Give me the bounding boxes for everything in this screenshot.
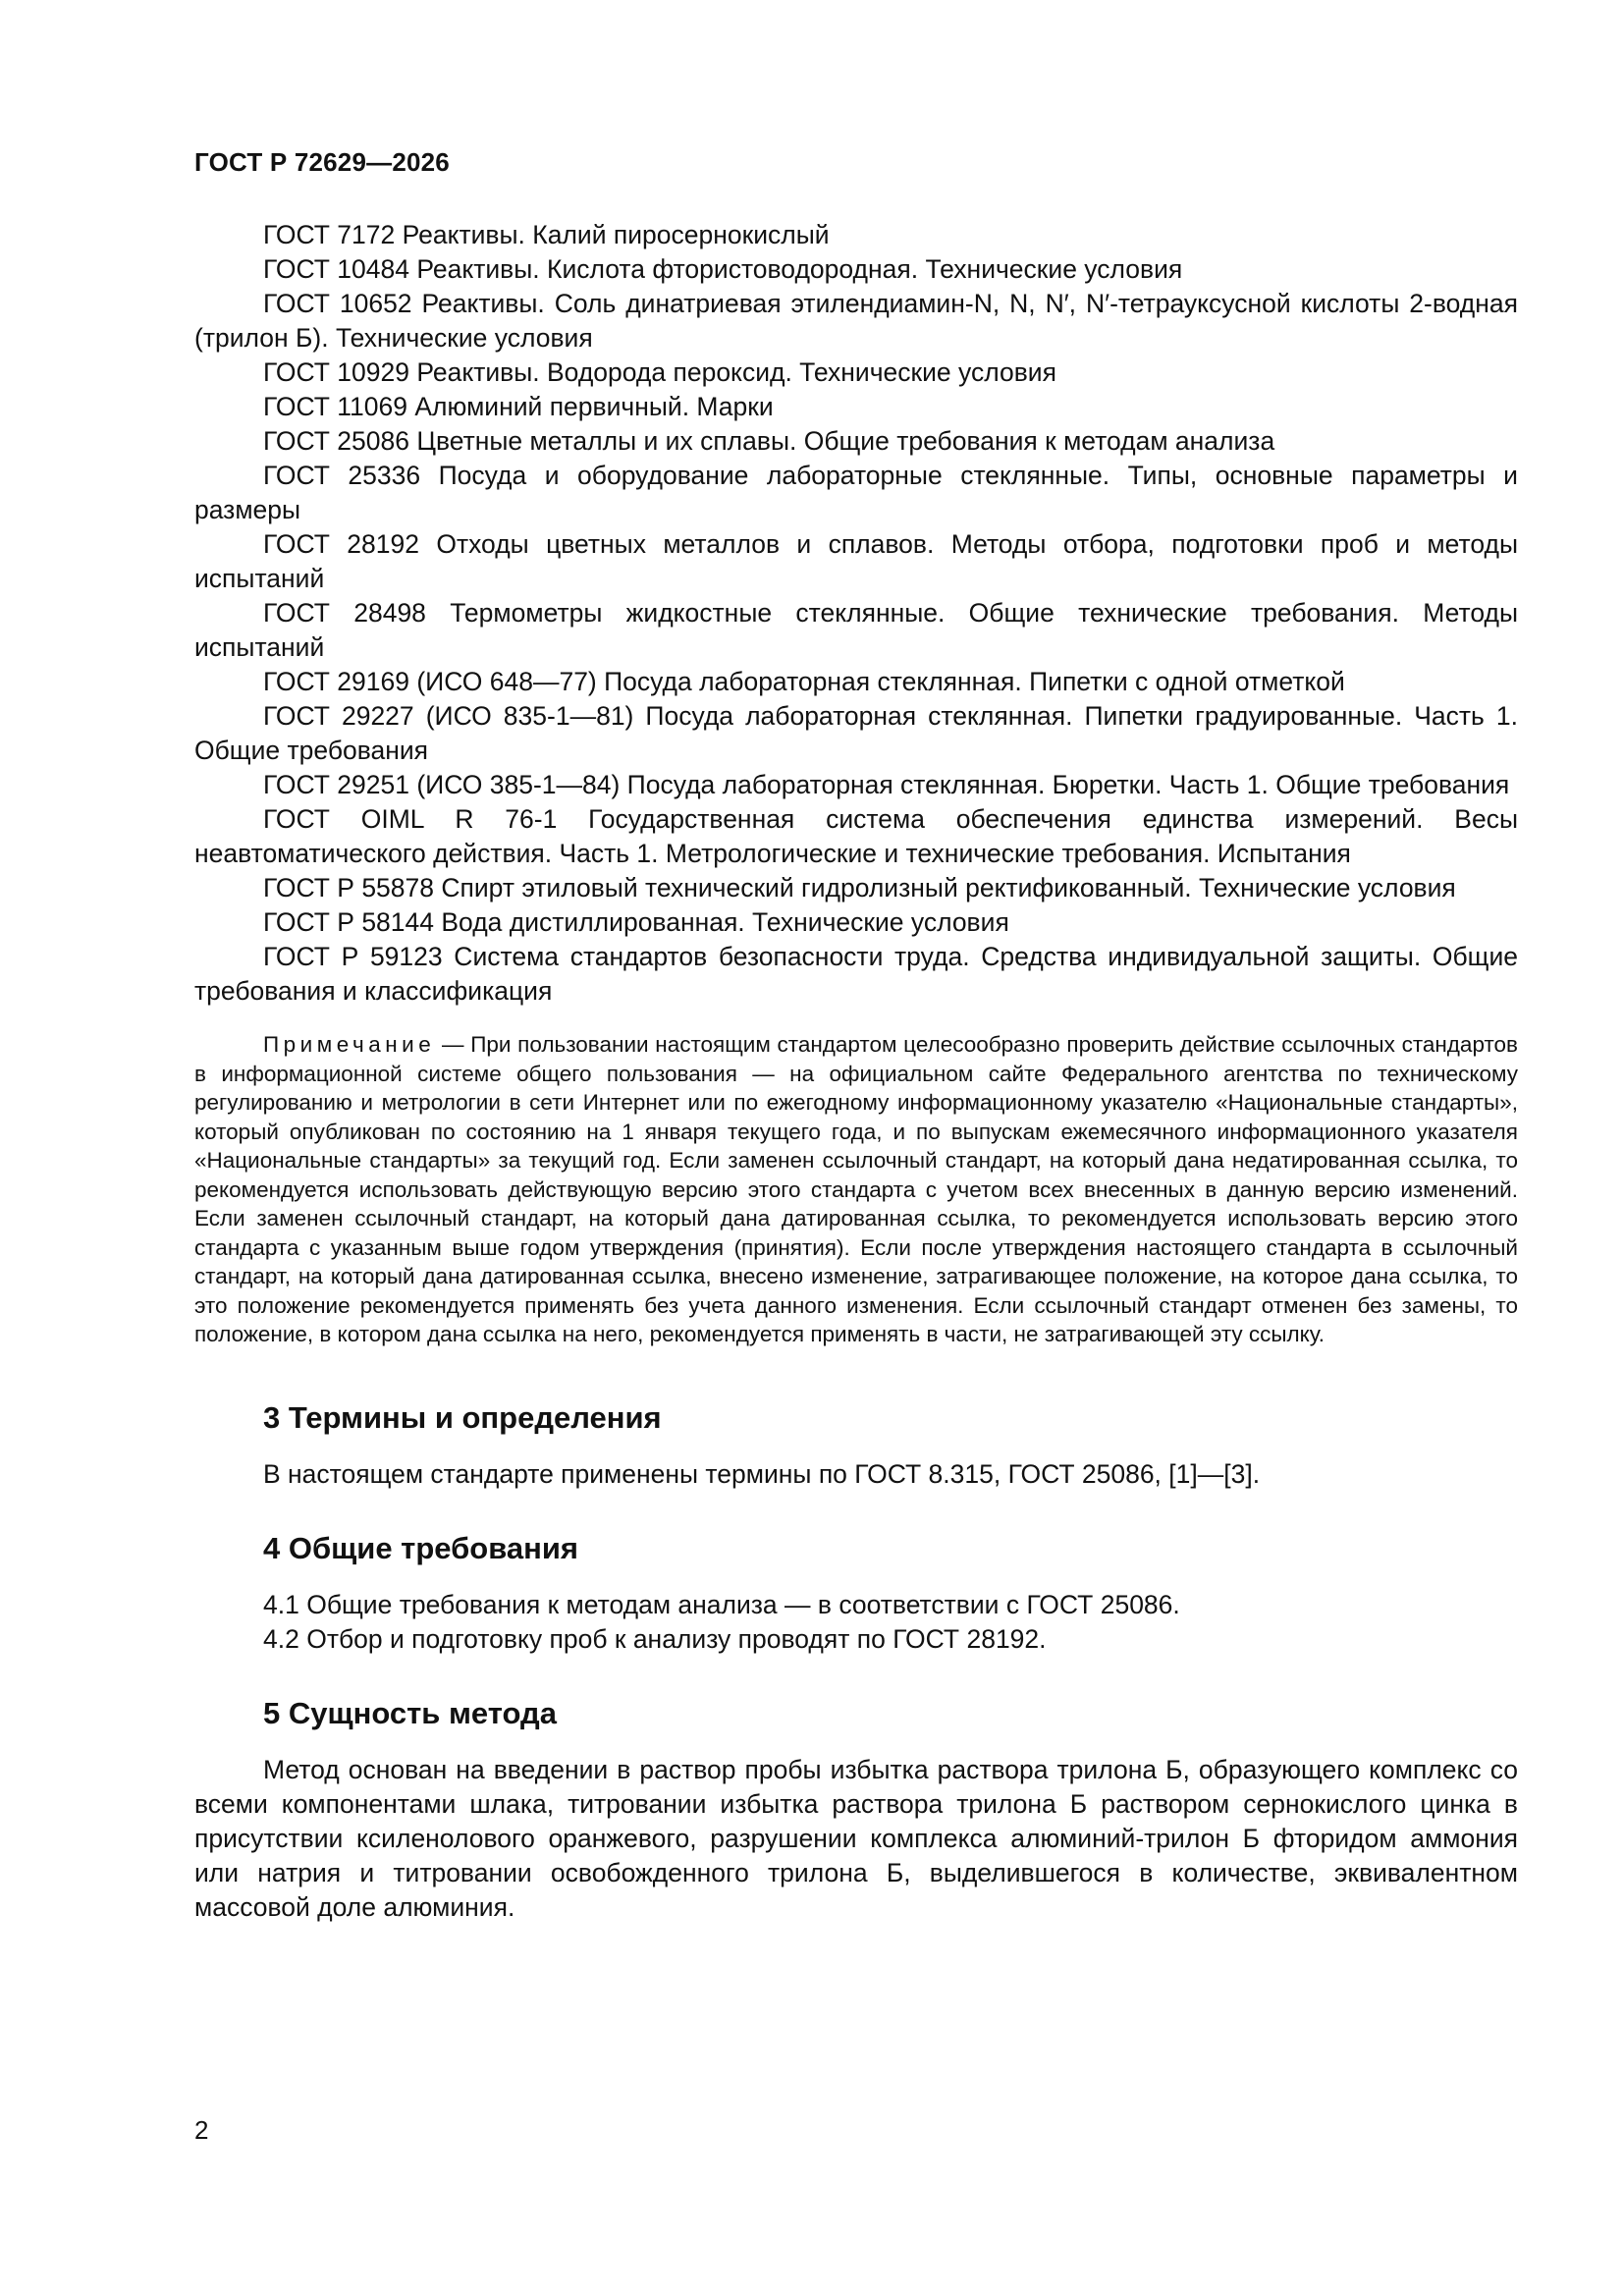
reference-item: ГОСТ 29251 (ИСО 385-1—84) Посуда лабораторная стеклянная. Бюретки. Часть 1. Общие требования <box>263 770 1510 799</box>
note-label: Примечание <box>263 1032 436 1057</box>
reference-item: ГОСТ 10929 Реактивы. Водорода пероксид. Технические условия <box>263 357 1056 387</box>
reference-item: ГОСТ 29169 (ИСО 648—77) Посуда лабораторная стеклянная. Пипетки с одной отметкой <box>263 667 1345 696</box>
reference-item: ГОСТ Р 59123 Система стандартов безопасности труда. Средства индивидуальной защиты. Общие требования и классификация <box>194 942 1518 1006</box>
section-4-item: 4.1 Общие требования к методам анализа — в соответствии с ГОСТ 25086. <box>263 1589 1180 1619</box>
normative-references-list <box>194 218 1518 1009</box>
section-5-text: Метод основан на введении в раствор пробы избытка раствора трилона Б, образующего комплекс со всеми компонентами шлака, титровании избытка раствора трилона Б раствором сернокислого цинка в присутствии ксиленолового оранжевого, разрушении комплекса алюминий-трилон Б фторидом аммония или натрия и титровании освобожденного трилона Б, выделившегося в количестве, эквивалентном массовой доле алюминия. <box>194 1754 1518 1922</box>
reference-item: ГОСТ 25336 Посуда и оборудование лабораторные стеклянные. Типы, основные параметры и размеры <box>194 461 1518 524</box>
note-text: — При пользовании настоящим стандартом целесообразно проверить действие ссылочных стандартов в информационной системе общего пользования — на официальном сайте Федерального агентства по техническому регулированию и метрологии в сети Интернет или по ежегодному информационному указателю «Национальные стандарты», который опубликован по состоянию на 1 января текущего года, и по выпускам ежемесячного информационного указателя «Национальные стандарты» за текущий год. Если заменен ссылочный стандарт, на который дана недатированная ссылка, то рекомендуется использовать действующую версию этого стандарта с учетом всех внесенных в данную версию изменений. Если заменен ссылочный стандарт, на который дана датированная ссылка, то рекомендуется использовать версию этого стандарта с указанным выше годом утверждения (принятия). Если после утверждения настоящего стандарта в ссылочный стандарт, на который дана датированная ссылка, внесено изменение, затрагивающее положение, на которое дана ссылка, то это положение рекомендуется применять без учета данного изменения. Если ссылочный стандарт отменен без замены, то положение, в котором дана ссылка на него, рекомендуется применять в части, не затрагивающей эту ссылку. <box>194 1032 1518 1346</box>
page-content <box>194 218 1518 1925</box>
reference-item: ГОСТ OIML R 76-1 Государственная система обеспечения единства измерений. Весы неавтоматического действия. Часть 1. Метрологические и технические требования. Испытания <box>194 804 1518 868</box>
reference-item: ГОСТ Р 55878 Спирт этиловый технический гидролизный ректификованный. Технические условия <box>263 873 1456 902</box>
reference-item: ГОСТ 7172 Реактивы. Калий пиросернокислый <box>263 220 830 249</box>
reference-item: ГОСТ 28192 Отходы цветных металлов и сплавов. Методы отбора, подготовки проб и методы испытаний <box>194 529 1518 593</box>
document-header-id: ГОСТ Р 72629—2026 <box>194 147 450 177</box>
reference-item: ГОСТ 10652 Реактивы. Соль динатриевая этилендиамин-N, N, N′, N′-тетрауксусной кислоты 2-водная (трилон Б). Технические условия <box>194 289 1518 353</box>
note-paragraph <box>194 1030 1518 1349</box>
section-4-heading: 4 Общие требования <box>263 1530 578 1565</box>
section-3-heading: 3 Термины и определения <box>263 1399 662 1435</box>
section-3-text: В настоящем стандарте применены термины по ГОСТ 8.315, ГОСТ 25086, [1]—[3]. <box>263 1458 1261 1489</box>
section-5-heading: 5 Сущность метода <box>263 1695 557 1730</box>
reference-item: ГОСТ 10484 Реактивы. Кислота фтористоводородная. Технические условия <box>263 254 1183 284</box>
reference-item: ГОСТ 29227 (ИСО 835-1—81) Посуда лабораторная стеклянная. Пипетки градуированные. Часть 1. Общие требования <box>194 701 1518 765</box>
reference-item: ГОСТ 25086 Цветные металлы и их сплавы. Общие требования к методам анализа <box>263 426 1275 456</box>
reference-item: ГОСТ 11069 Алюминий первичный. Марки <box>263 392 774 421</box>
page-number: 2 <box>194 2115 209 2145</box>
reference-item: ГОСТ Р 58144 Вода дистиллированная. Технические условия <box>263 907 1009 937</box>
reference-item: ГОСТ 28498 Термометры жидкостные стеклянные. Общие технические требования. Методы испытаний <box>194 598 1518 662</box>
section-4-item: 4.2 Отбор и подготовку проб к анализу проводят по ГОСТ 28192. <box>263 1623 1047 1654</box>
